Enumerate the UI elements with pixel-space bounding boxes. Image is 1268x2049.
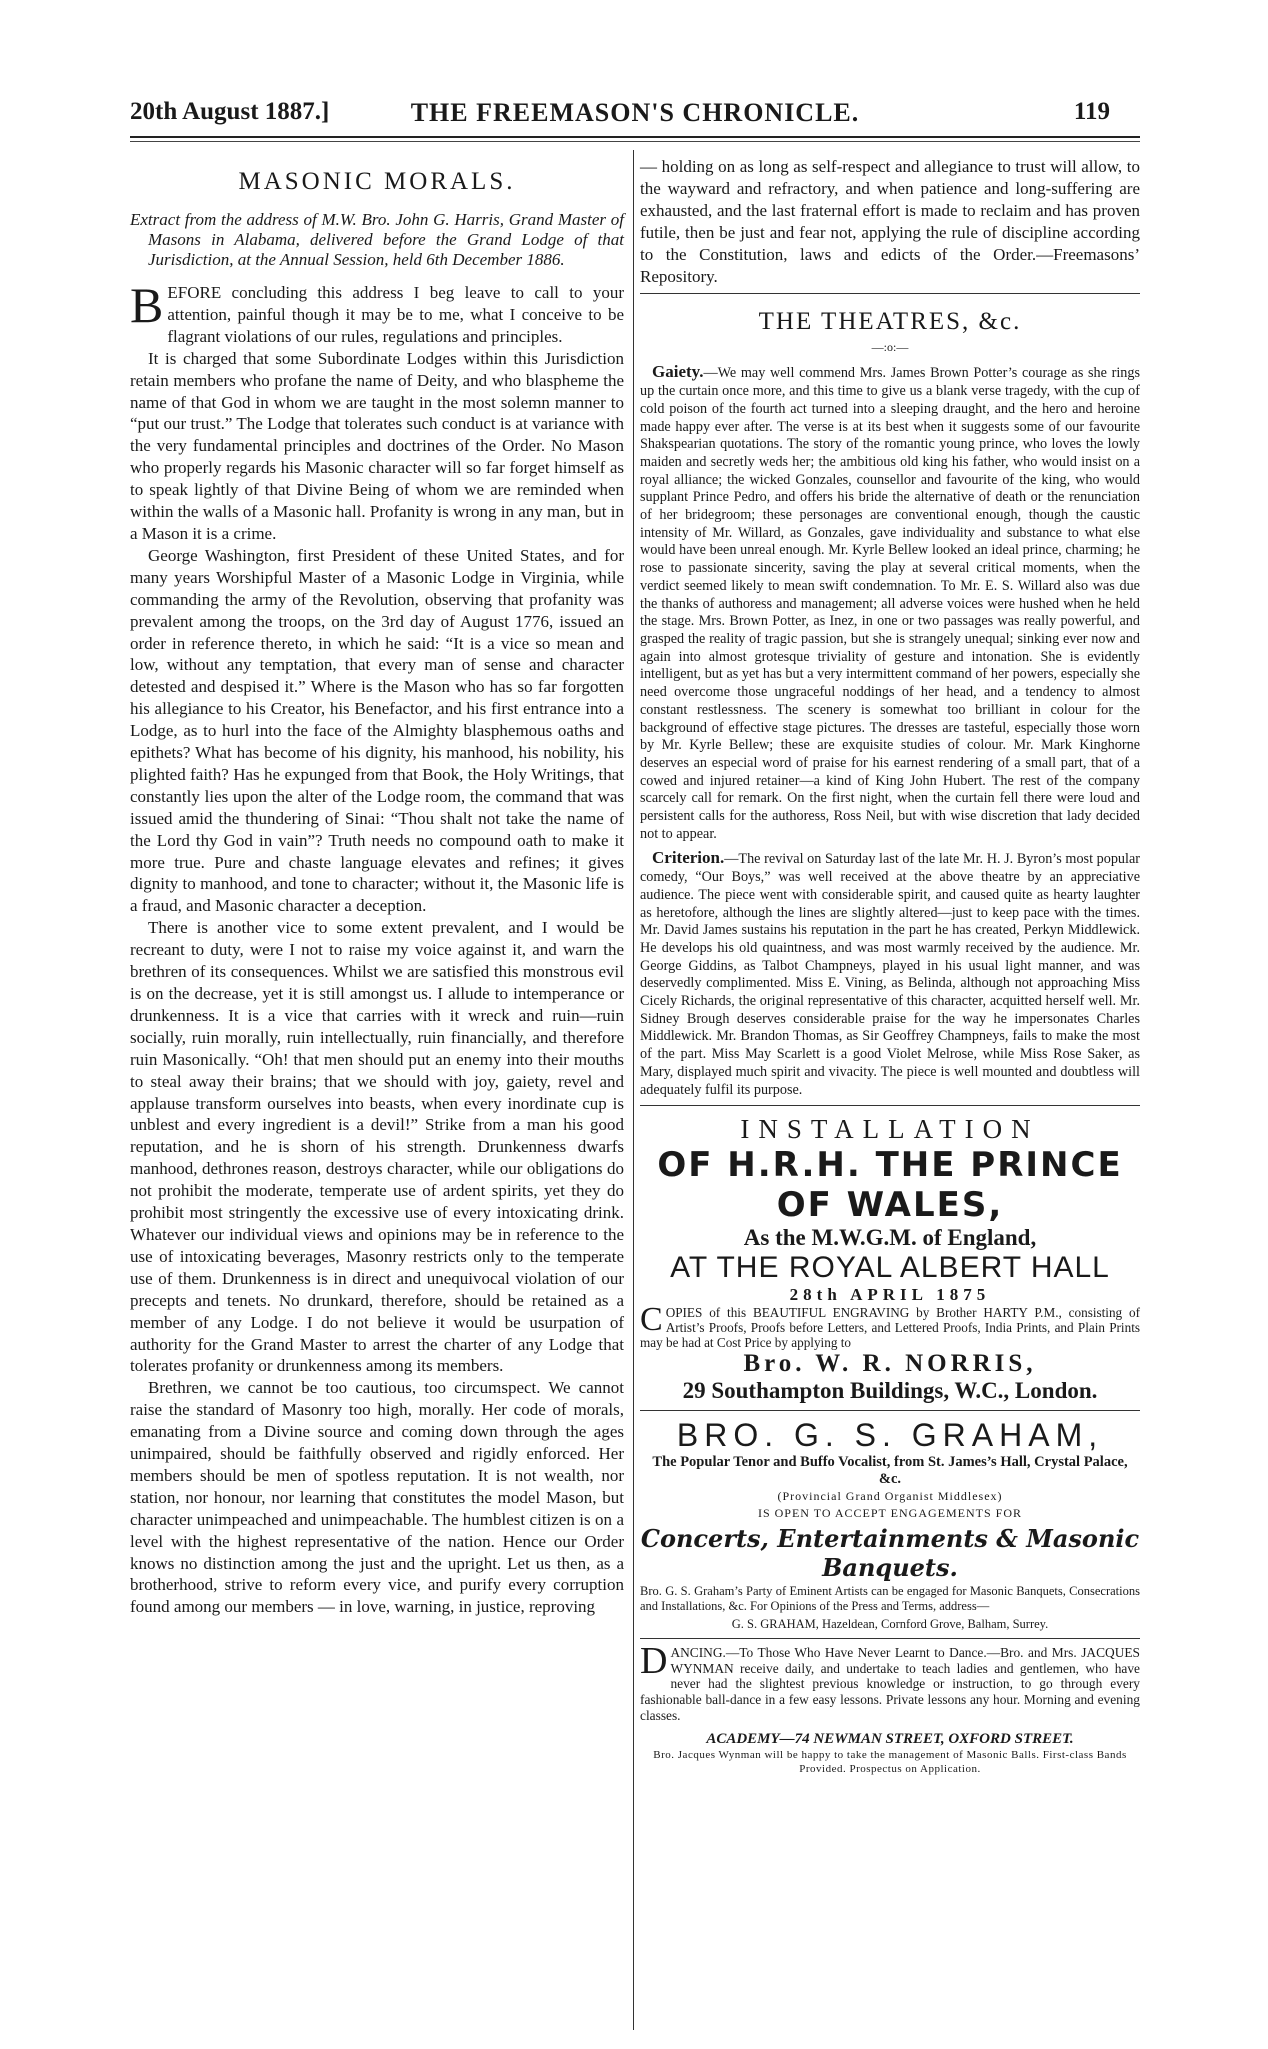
ad-dancing-text: ANCING.—To Those Who Have Never Learnt to Dance.—Bro. and Mrs. JACQUES WYNMAN receive daily, and undertake to teach ladies and gentlemen, who have never had the slightest previous knowledge or instruction, to go through every fashionable ball-dance in a few easy lessons. Private lessons any hour. Morning and evening classes.: [640, 1645, 1140, 1723]
column-divider: [633, 150, 634, 2030]
review-lead-criterion: Criterion.: [652, 848, 725, 868]
ad-rule: [640, 1638, 1140, 1639]
article-paragraph: There is another vice to some extent prevalent, and I would be recreant to duty, were I not to raise my voice against it, and warn the brethren of its consequences. Whilst we are satisfied this monstrous evil is on the decrease, yet it is still amongst us. I allude to intemperance or drunkenness. It is a vice that carries with it wreck and ruin—ruin socially, ruin morally, ruin intellectually, ruin financially, and therefore ruin Masonically. “Oh! that men should put an enemy into their mouths to steal away their brains; that we should with joy, gaiety, revel and applause transform ourselves into beasts, when every inordinate cup is unblest and every ingredient is a devil!” Strike from a man his good reputation, and he is shorn of his strength. Drunkenness dwarfs manhood, dethrones reason, destroys character, while our obligations do not prohibit the moderate, temperate use of ardent spirits, yet they do prohibit most stringently the excessive use of every intoxicating drink. Whatever our individual views and opinions may be in reference to the use of intoxicating beverages, Masonry restricts only to the temperate use of them. Drunkenness is in direct and unequivocal violation of our precepts and tenets. No drunkard, therefore, should be retained as a member of any Lodge. I do not believe it would be usurpation of authority for the Grand Master to arrest the charter of any Lodge that tolerates profanity or drunkenness among its members.: [130, 918, 624, 1376]
page-header: [130, 98, 1140, 130]
ad-norris-block: [640, 1350, 1140, 1404]
ad-graham-open: IS OPEN TO ACCEPT ENGAGEMENTS FOR: [757, 1506, 1023, 1521]
header-rule: [130, 136, 1140, 138]
review-criterion: [640, 849, 1140, 1099]
ad-graham-name: BRO. G. S. GRAHAM,: [676, 1417, 1104, 1454]
advert-dancing: [640, 1640, 1140, 1723]
ad-date-line: 28th APRIL 1875: [789, 1285, 991, 1305]
article-paragraph: George Washington, first President of these United States, and for many years Worshipful Master of a Masonic Lodge in Virginia, while commanding the army of the Revolution, observing that profanity was prevalent among the troops, on the 3rd day of August 1776, issued an order in reference thereto, in which he said: “It is a vice so mean and low, without any temptation, that every man of sense and character detested and despised it.” Where is the Mason who has so far forgotten his allegiance to his Creator, his Benefactor, and his first entrance into a Lodge, as to hurl into the face of the Almighty blasphemous oaths and epithets? What has become of his dignity, his manhood, his nobility, his plighted faith? Has he expunged from that Book, the Holy Writings, that constantly lies upon the alter of the Lodge room, the command that was issued amid the thundering of Sinai: “Thou shalt not take the name of the Lord thy God in vain”? Truth needs no compound oath to make it more true. Pure and chaste language elevates and refines; it gives dignity to manhood, and tone to character; without it, the Masonic life is a fraud, and Masonic character a deception.: [130, 545, 624, 916]
ad-copies-text: [640, 1301, 1140, 1351]
article-paragraph: Brethren, we cannot be too cautious, too circumspect. We cannot raise the standard of Masonry too high, morally. Her code of morals, emanating from a Divine source and coming down through the ages unimpaired, should be faithfully observed and rigidly enforced. Her members should be men of spotless reputation. It is not wealth, nor station, nor honour, nor learning that constitutes the model Mason, but character unimpeached and unimpeachable. The humblest citizen is on a level with the highest representative of the nation. Hence our Order knows no distinction among the just and the upright. Let us then, as a brotherhood, strive to reform every vice, and purify every corruption found among our members — in love, warning, in justice, reproving: [130, 1378, 624, 1617]
section-title-theatres: THE THEATRES, &c.: [758, 308, 1022, 336]
advert-graham: [640, 1417, 1140, 1582]
ad-dancing-academy: ACADEMY—74 NEWMAN STREET, OXFORD STREET.: [706, 1731, 1074, 1748]
ad-graham-organist: (Provincial Grand Organist Middlesex): [777, 1489, 1003, 1504]
article-continuation: — holding on as long as self-respect and allegiance to trust will allow, to the wayward and refractory, and when patience and long-suffering are exhausted, and the last fraternal effort is made to reclaim and has proven futile, then be just and fear not, applying the rule of discipline according to the Constitution, laws and edicts of the Order.—Freemasons’ Repository.: [640, 157, 1140, 286]
article-paragraph: [130, 277, 624, 348]
section-rule: [640, 293, 1140, 294]
review-text: —We may well commend Mrs. James Brown Potter’s courage as she rings up the curtain once more, and this time to give us a blank verse tragedy, with the cup of cold poison of the fourth act turned into a sleeping draught, and the hero and heroine made happy ever after. The verse is at its best when it suggests some of our favourite Shakspearian quotations. The story of the romantic young prince, who loves the lowly maiden and secretly weds her; the ambitious old king his father, who would insist on a royal alliance; the wicked Gonzales, counsellor and favourite of the king, who would supplant Prince Pedro, and offers his bride the alternative of death or the renunciation of her bridegroom; these personages are conventional enough, though the caustic intensity of Mr. Willard, as Gonzales, gave individuality and substance to what else would have been unreal enough. Mr. Kyrle Bellew looked an ideal prince, charming; he rose to passionate sincerity, saving the play at several critical moments, when the verdict seemed likely to mean swift condemnation. To Mr. E. S. Willard also was due the thanks of authoress and management; all adverse voices were hushed when he held the stage. Mrs. Brown Potter, as Inez, in one or two passages was really powerful, and grasped the reality of tragic passion, but she is strangely unequal; sinking ever now and again into almost grotesque triviality of gesture and intonation. She is evidently intelligent, but as yet has but a very intermittent command of her powers, especially she need overcome those ungraceful noddings of her head, and a tendency to almost constant restlessness. The scenery is somewhat too brilliant in colour for the background of effective stage pictures. The dresses are tasteful, especially those worn by Mr. Kyrle Bellew; these are exquisite studies of colour. Mr. Mark Kinghorne deserves an especial word of praise for his earnest rendering of a small part, that of a cowed and injured retainer—a kind of King John Hubert. The rest of the company scarcely call for remark. On the first night, when the curtain fell there were loud and persistent calls for the authoress, Ross Neil, but with wise discretion that lady decided not to appear.: [640, 365, 1140, 842]
ad-norris-name: Bro. W. R. NORRIS,: [743, 1350, 1037, 1378]
article-title-masonic-morals: MASONIC MORALS.: [238, 168, 516, 195]
drop-cap: C: [640, 1301, 663, 1339]
page-number: 119: [1073, 98, 1110, 125]
publication-title: THE FREEMASON'S CHRONICLE.: [410, 98, 860, 127]
ad-copies-body: OPIES of this BEAUTIFUL ENGRAVING by Brother HARTY P.M., consisting of Artist’s Proofs, Proofs before Letters, and Lettered Proofs, India Prints, and Plain Prints may be had at Cost Price by applying to: [640, 1305, 1140, 1351]
ornament-divider: —:o:—: [871, 340, 909, 355]
review-lead-gaiety: Gaiety.: [652, 362, 704, 382]
review-text: —The revival on Saturday last of the late Mr. H. J. Byron’s most popular comedy, “Our Boys,” was well received at the above theatre by an appreciative audience. The piece went with considerable spirit, and caused quite as hearty laughter as heretofore, although the lines are slightly altered—just to keep pace with the times. Mr. David James sustains his reputation in the part he has created, Perkyn Middlewick. He develops his old quaintness, and was most warmly received by the audience. Mr. George Giddins, as Talbot Champneys, played in his usual light manner, and was deservedly complimented. Miss E. Vining, as Belinda, although not approaching Miss Cicely Richards, the original representative of this character, acquitted herself well. Mr. Sidney Brough deserves considerable praise for the way he impersonates Charles Middlewick. Mr. Brandon Thomas, as Sir Geoffrey Champneys, fails to make the most of the part. Miss May Scarlett is a good Violet Melrose, while Miss Rose Saker, as Mary, displayed much spirit and vivacity. The piece is well mounted and doubtless will adequately fulfil its purpose.: [640, 851, 1140, 1098]
ad-graham-party: Bro. G. S. Graham’s Party of Eminent Artists can be engaged for Masonic Banquets, Consecrations and Installations, &c. For Opinions of the Press and Terms, address—: [640, 1584, 1140, 1613]
ad-graham-tenor: The Popular Tenor and Buffo Vocalist, from St. James’s Hall, Crystal Palace, &c.: [652, 1454, 1128, 1488]
header-rule-thin: [130, 141, 1140, 142]
issue-date: 20th August 1887.]: [130, 98, 330, 125]
ad-mwgm-line: As the M.W.G.M. of England,: [743, 1225, 1037, 1251]
ad-graham-contact: G. S. GRAHAM, Hazeldean, Cornford Grove, Balham, Surrey.: [731, 1617, 1049, 1632]
drop-cap: D: [640, 1640, 668, 1683]
paragraph-text: EFORE concluding this address I beg leave to call to your attention, painful though it may be to me, what I conceive to be flagrant violations of our rules, regulations and principles.: [167, 283, 624, 346]
ad-rule: [640, 1105, 1140, 1106]
ad-dancing-footer: Bro. Jacques Wynman will be happy to take the management of Masonic Balls. First-class Bands Provided. Prospectus on Application.: [653, 1749, 1127, 1776]
ad-rule: [640, 1410, 1140, 1411]
left-column: [130, 168, 624, 1618]
ad-prince-line: OF H.R.H. THE PRINCE OF WALES,: [657, 1145, 1123, 1226]
article-paragraph: It is charged that some Subordinate Lodges within this Jurisdiction retain members who profane the name of Deity, and who blaspheme the name of that God in whom we are taught in the most solemn manner to “put our trust.” The Lodge that tolerates such conduct is at variance with the very fundamental principles and doctrines of the Order. No Mason who properly regards his Masonic character will so far forget himself as to speak lightly of that Divine Being of whom we are reminded when within the walls of a Masonic hall. Profanity is wrong in any man, but in a Mason it is a crime.: [130, 348, 624, 543]
right-column: [640, 156, 1140, 1776]
ad-heading: INSTALLATION: [740, 1114, 1040, 1145]
ad-graham-concerts: Concerts, Entertainments & Masonic Banquets.: [640, 1524, 1140, 1583]
advert-installation: [640, 1114, 1140, 1305]
ad-norris-address: 29 Southampton Buildings, W.C., London.: [682, 1378, 1098, 1404]
article-extract-note: Extract from the address of M.W. Bro. John G. Harris, Grand Master of Masons in Alabama, delivered before the Grand Lodge of that Jurisdiction, at the Annual Session, held 6th December 1886.: [130, 210, 624, 269]
review-gaiety: [640, 363, 1140, 843]
drop-cap: B: [130, 277, 164, 333]
ad-hall-line: AT THE ROYAL ALBERT HALL: [670, 1251, 1110, 1285]
